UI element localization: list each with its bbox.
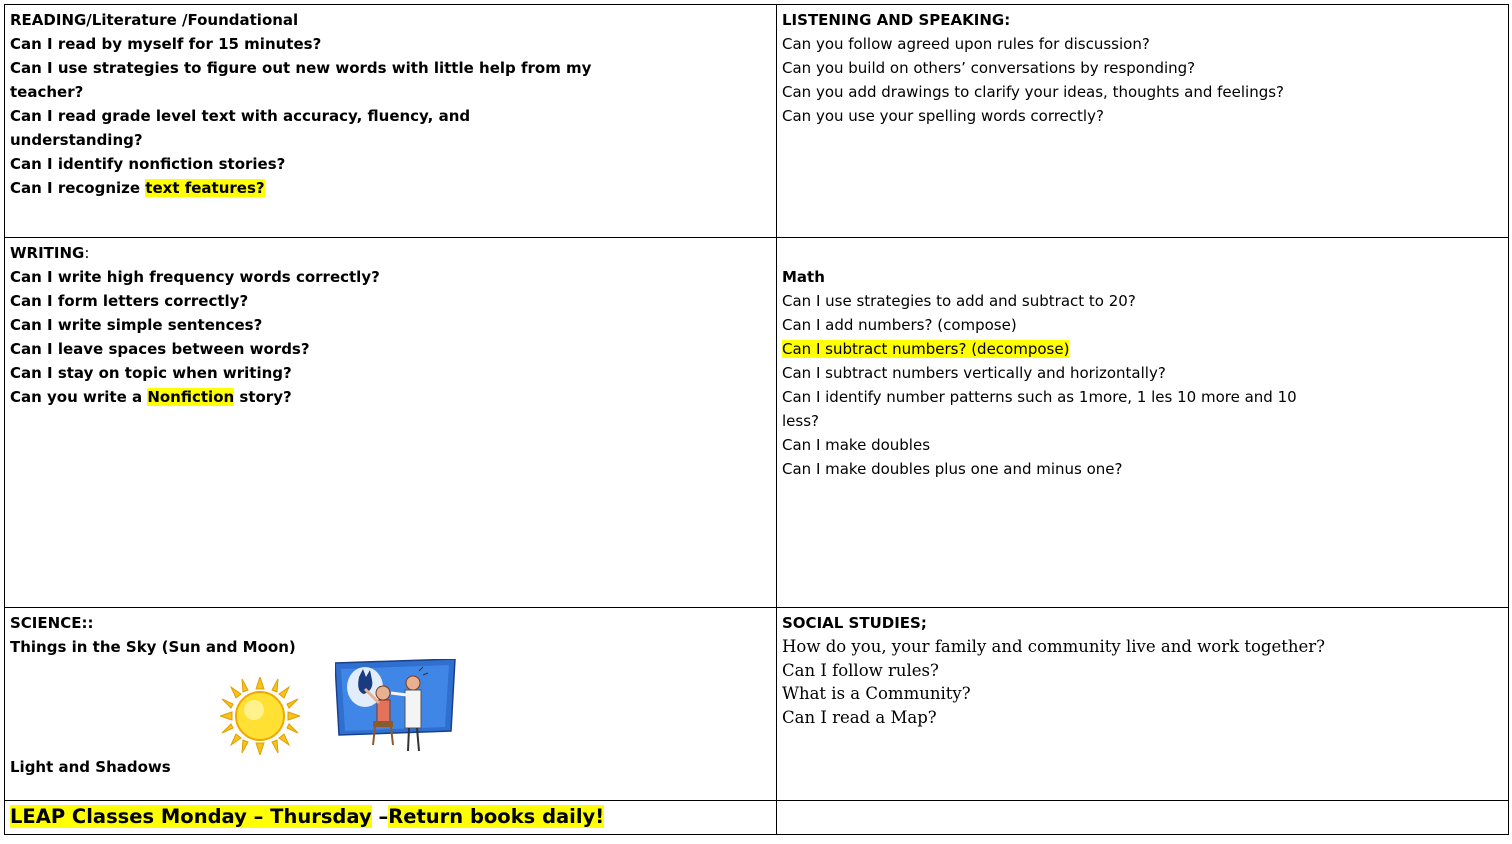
listening-cell xyxy=(777,5,1509,238)
writing-item: Can I stay on topic when writing? xyxy=(10,364,292,382)
science-title: SCIENCE:: xyxy=(10,614,94,632)
reading-cell xyxy=(5,5,777,238)
science-art xyxy=(10,659,771,755)
social-item: What is a Community? xyxy=(782,684,971,703)
newsletter-table xyxy=(4,4,1509,835)
listening-item: Can you follow agreed upon rules for discussion? xyxy=(782,35,1150,53)
math-item: Can I use strategies to add and subtract to 20? xyxy=(782,292,1136,310)
writing-title-line xyxy=(10,241,771,265)
writing-item-last xyxy=(10,385,771,409)
footer-cell xyxy=(5,801,777,835)
math-spacer xyxy=(782,241,1503,265)
social-title: SOCIAL STUDIES; xyxy=(782,614,927,632)
writing-item: Can I leave spaces between words? xyxy=(10,340,310,358)
writing-last-suffix: story? xyxy=(234,388,292,406)
math-item: Can I make doubles xyxy=(782,436,931,454)
math-item: Can I add numbers? (compose) xyxy=(782,316,1017,334)
reading-title: READING/Literature /Foundational xyxy=(10,11,299,29)
science-cell xyxy=(5,608,777,801)
footer-empty-cell xyxy=(777,801,1509,835)
sun-icon xyxy=(220,677,300,755)
social-item: How do you, your family and community live and work together? xyxy=(782,637,1325,656)
reading-last-prefix: Can I recognize xyxy=(10,179,146,197)
writing-item: Can I write high frequency words correctly? xyxy=(10,268,380,286)
writing-item: Can I form letters correctly? xyxy=(10,292,249,310)
reading-item: teacher? xyxy=(10,83,84,101)
math-cell xyxy=(777,238,1509,608)
writing-last-prefix: Can you write a xyxy=(10,388,148,406)
reading-item: Can I read by myself for 15 minutes? xyxy=(10,35,322,53)
writing-title-suffix: : xyxy=(84,244,90,262)
shadow-puppet-icon xyxy=(335,659,457,759)
reading-item: Can I read grade level text with accuracy, fluency, and xyxy=(10,107,471,125)
math-item-highlight xyxy=(782,337,1503,361)
math-item: Can I subtract numbers vertically and horizontally? xyxy=(782,364,1166,382)
reading-item-last xyxy=(10,176,771,200)
subtract-highlight: Can I subtract numbers? (decompose) xyxy=(782,340,1070,358)
leap-banner xyxy=(10,802,771,832)
social-studies-cell xyxy=(777,608,1509,801)
writing-item: Can I write simple sentences? xyxy=(10,316,263,334)
listening-item: Can you use your spelling words correctly? xyxy=(782,107,1104,125)
social-item: Can I follow rules? xyxy=(782,660,939,680)
writing-title: WRITING xyxy=(10,244,85,262)
return-books: Return books daily! xyxy=(388,805,605,828)
listening-title: LISTENING AND SPEAKING: xyxy=(782,11,1011,29)
science-topic: Things in the Sky (Sun and Moon) xyxy=(10,638,296,656)
science-topic: Light and Shadows xyxy=(10,758,171,776)
math-item: Can I identify number patterns such as 1more, 1 les 10 more and 10 xyxy=(782,388,1297,406)
leap-separator: – xyxy=(371,805,389,828)
reading-item: Can I use strategies to figure out new words with little help from my xyxy=(10,59,592,77)
social-item: Can I read a Map? xyxy=(782,707,937,727)
math-item: Can I make doubles plus one and minus one? xyxy=(782,460,1123,478)
writing-cell xyxy=(5,238,777,608)
nonfiction-highlight: Nonfiction xyxy=(147,388,235,406)
math-item: less? xyxy=(782,412,819,430)
math-title: Math xyxy=(782,268,825,286)
text-features-highlight: text features? xyxy=(145,179,265,197)
reading-item: Can I identify nonfiction stories? xyxy=(10,155,286,173)
leap-classes: LEAP Classes Monday – Thursday xyxy=(10,805,372,828)
listening-item: Can you build on others’ conversations by responding? xyxy=(782,59,1196,77)
reading-item: understanding? xyxy=(10,131,143,149)
listening-item: Can you add drawings to clarify your ideas, thoughts and feelings? xyxy=(782,83,1285,101)
